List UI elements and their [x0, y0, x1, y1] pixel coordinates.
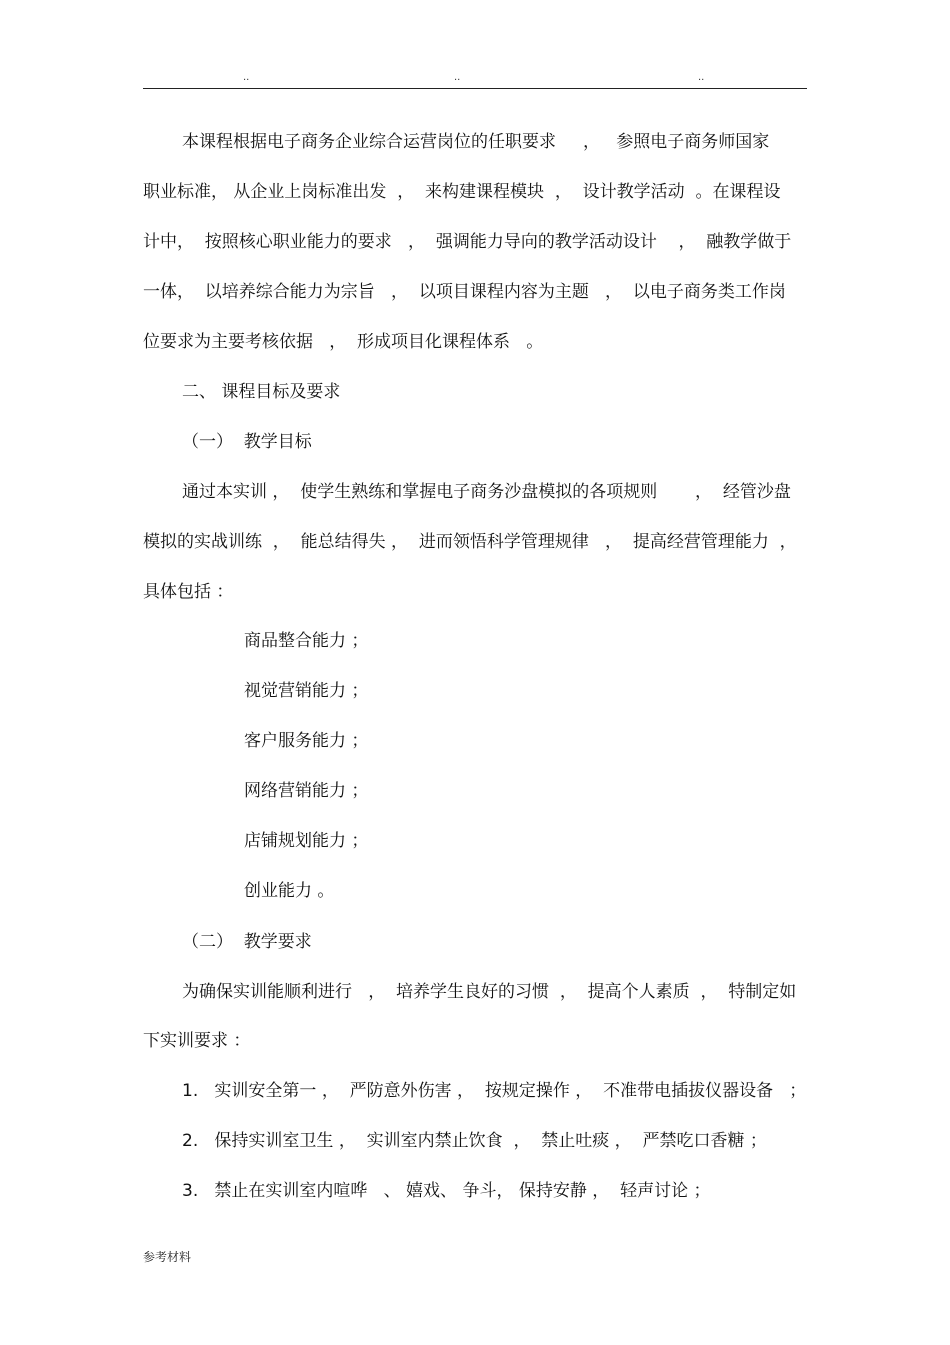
page-header [0, 0, 950, 92]
numbered-item: 3. 禁止在实训室内喧哗 、 嬉戏、 争斗， 保持安静 ， 轻声讨论 ； [182, 1181, 711, 1201]
list-item: 视觉营销能力 ； [244, 681, 369, 701]
header-mark-left: .. [243, 72, 250, 83]
paragraph-line: 本课程根据电子商务企业综合运营岗位的任职要求 ， 参照电子商务师国家 [182, 132, 770, 152]
header-mark-center: .. [454, 72, 461, 83]
paragraph-line: 职业标准， 从企业上岗标准出发 ， 来构建课程模块 ， 设计教学活动 。在课程设 [143, 182, 781, 202]
paragraph-line: 一体， 以培养综合能力为宗旨 ， 以项目课程内容为主题 ， 以电子商务类工作岗 [143, 282, 786, 302]
list-item: 网络营销能力 ； [244, 781, 369, 801]
numbered-item: 1. 实训安全第一 ， 严防意外伤害 ， 按规定操作 ， 不准带电插拔仪器设备 ； [182, 1081, 807, 1101]
subsection-heading-goals: （一） 教学目标 [182, 432, 312, 452]
header-rule [143, 88, 807, 89]
list-item: 商品整合能力 ； [244, 631, 369, 651]
paragraph-line: 具体包括 ： [143, 582, 234, 602]
list-item: 创业能力 。 [244, 881, 335, 901]
numbered-item: 2. 保持实训室卫生 ， 实训室内禁止饮食 ， 禁止吐痰 ， 严禁吃口香糖 ； [182, 1131, 767, 1151]
paragraph-line: 下实训要求 ： [143, 1031, 251, 1051]
section-heading: 二、 课程目标及要求 [182, 382, 341, 402]
header-mark-right: .. [698, 72, 705, 83]
paragraph-line: 模拟的实战训练 ， 能总结得失 ， 进而领悟科学管理规律 ， 提高经营管理能力 ， [143, 532, 797, 552]
list-item: 客户服务能力 ； [244, 731, 369, 751]
page-footer: 参考材料 [143, 1250, 192, 1264]
paragraph-line: 通过本实训 ， 使学生熟练和掌握电子商务沙盘模拟的各项规则 ， 经管沙盘 [182, 482, 791, 502]
paragraph-line: 位要求为主要考核依据 ， 形成项目化课程体系 。 [143, 332, 544, 352]
list-item: 店铺规划能力 ； [244, 831, 369, 851]
paragraph-line: 计中， 按照核心职业能力的要求 ， 强调能力导向的教学活动设计 ， 融教学做于 [143, 232, 792, 252]
paragraph-line: 为确保实训能顺利进行 ， 培养学生良好的习惯 ， 提高个人素质 ， 特制定如 [182, 982, 797, 1002]
subsection-heading-requirements: （二） 教学要求 [182, 932, 312, 952]
